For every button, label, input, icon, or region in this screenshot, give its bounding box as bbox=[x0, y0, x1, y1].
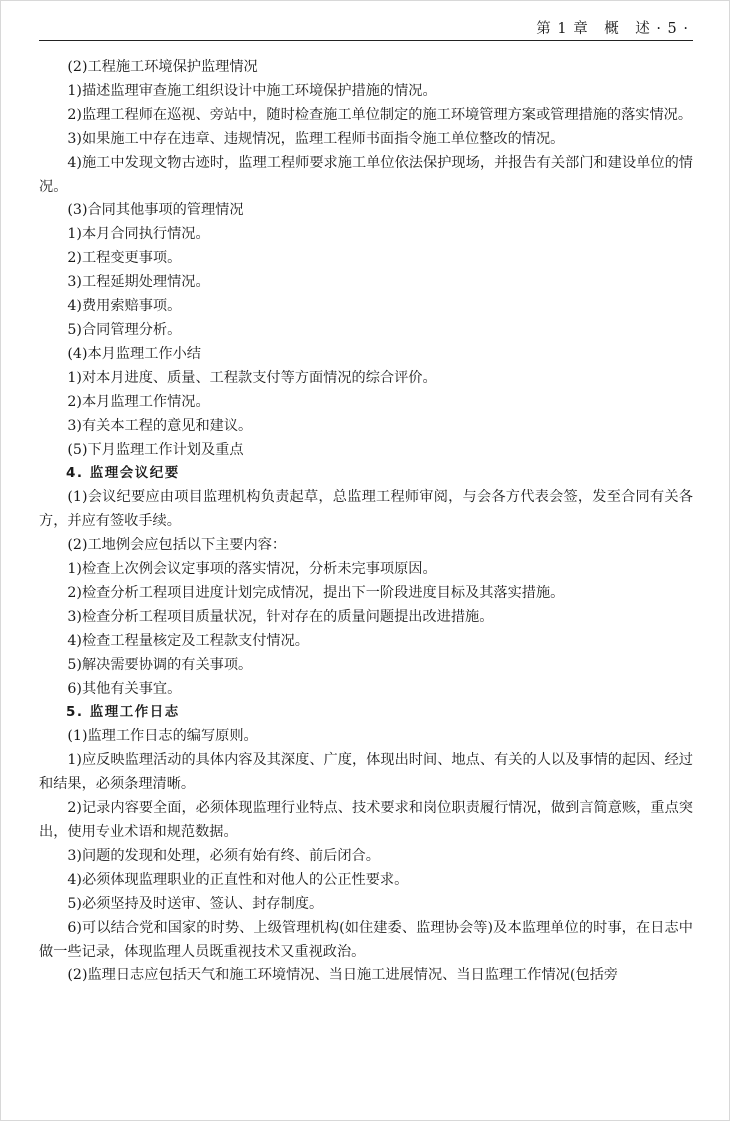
paragraph: (2)工地例会应包括以下主要内容： bbox=[67, 537, 287, 554]
body-text bbox=[39, 56, 693, 988]
paragraph: 3)工程延期处理情况。 bbox=[67, 274, 210, 291]
paragraph: 5)必须坚持及时送审、签认、封存制度。 bbox=[67, 895, 324, 912]
paragraph: 5)合同管理分析。 bbox=[67, 321, 182, 338]
section-heading: 4. 监理会议纪要 bbox=[66, 465, 180, 482]
paragraph: 4)费用索赔事项。 bbox=[67, 298, 182, 315]
paragraph: 1)本月合同执行情况。 bbox=[67, 226, 210, 243]
section-heading: 5. 监理工作日志 bbox=[66, 704, 180, 721]
paragraph: (4)本月监理工作小结 bbox=[67, 345, 201, 362]
paragraph: 2)记录内容要全面，必须体现监理行业特点、技术要求和岗位职责履行情况，做到言简意赅，重点突出，使用专业术语和规范数据。 bbox=[39, 800, 693, 840]
paragraph: (2)工程施工环境保护监理情况 bbox=[67, 59, 258, 75]
paragraph: 3)如果施工中存在违章、违规情况，监理工程师书面指令施工单位整改的情况。 bbox=[67, 130, 565, 147]
paragraph: 6)其他有关事宜。 bbox=[67, 680, 182, 697]
paragraph: 6)可以结合党和国家的时势、上级管理机构(如住建委、监理协会等)及本监理单位的时事，在日志中做一些记录，体现监理人员既重视技术又重视政治。 bbox=[39, 919, 693, 960]
paragraph: 4)检查工程量核定及工程款支付情况。 bbox=[67, 632, 309, 649]
running-head-text: 第 1 章 概 述 · 5 · bbox=[536, 21, 689, 37]
paragraph: (3)合同其他事项的管理情况 bbox=[67, 202, 244, 219]
paragraph: 3)问题的发现和处理，必须有始有终、前后闭合。 bbox=[67, 847, 380, 864]
paragraph: 2)检查分析工程项目进度计划完成情况，提出下一阶段进度目标及其落实措施。 bbox=[67, 584, 565, 601]
running-header bbox=[39, 13, 693, 41]
paragraph: 1)描述监理审查施工组织设计中施工环境保护措施的情况。 bbox=[67, 82, 437, 99]
paragraph: 5)解决需要协调的有关事项。 bbox=[67, 656, 253, 673]
paragraph: 3)检查分析工程项目质量状况，针对存在的质量问题提出改进措施。 bbox=[67, 608, 494, 625]
paragraph: (1)会议纪要应由项目监理机构负责起草，总监理工程师审阅，与会各方代表会签，发至合同有关各方，并应有签收手续。 bbox=[39, 489, 693, 530]
paragraph: 4)必须体现监理职业的正直性和对他人的公正性要求。 bbox=[67, 871, 409, 888]
paragraph: 2)监理工程师在巡视、旁站中，随时检查施工单位制定的施工环境管理方案或管理措施的落实情况。 bbox=[67, 106, 693, 123]
paragraph: 2)本月监理工作情况。 bbox=[67, 393, 210, 410]
paragraph: (5)下月监理工作计划及重点 bbox=[67, 441, 244, 458]
paragraph: (2)监理日志应包括天气和施工环境情况、当日施工进展情况、当日监理工作情况(包括旁 bbox=[67, 967, 618, 984]
paragraph: 3)有关本工程的意见和建议。 bbox=[67, 417, 253, 434]
paragraph: 1)检查上次例会议定事项的落实情况，分析未完事项原因。 bbox=[67, 561, 437, 578]
paragraph: 2)工程变更事项。 bbox=[67, 250, 182, 267]
paragraph: (1)监理工作日志的编写原则。 bbox=[67, 728, 258, 745]
paragraph: 1)对本月进度、质量、工程款支付等方面情况的综合评价。 bbox=[67, 369, 437, 386]
paragraph: 4)施工中发现文物古迹时，监理工程师要求施工单位依法保护现场，并报告有关部门和建设单位的情况。 bbox=[39, 154, 693, 195]
paragraph: 1)应反映监理活动的具体内容及其深度、广度，体现出时间、地点、有关的人以及事情的起因、经过和结果，必须条理清晰。 bbox=[39, 752, 693, 793]
